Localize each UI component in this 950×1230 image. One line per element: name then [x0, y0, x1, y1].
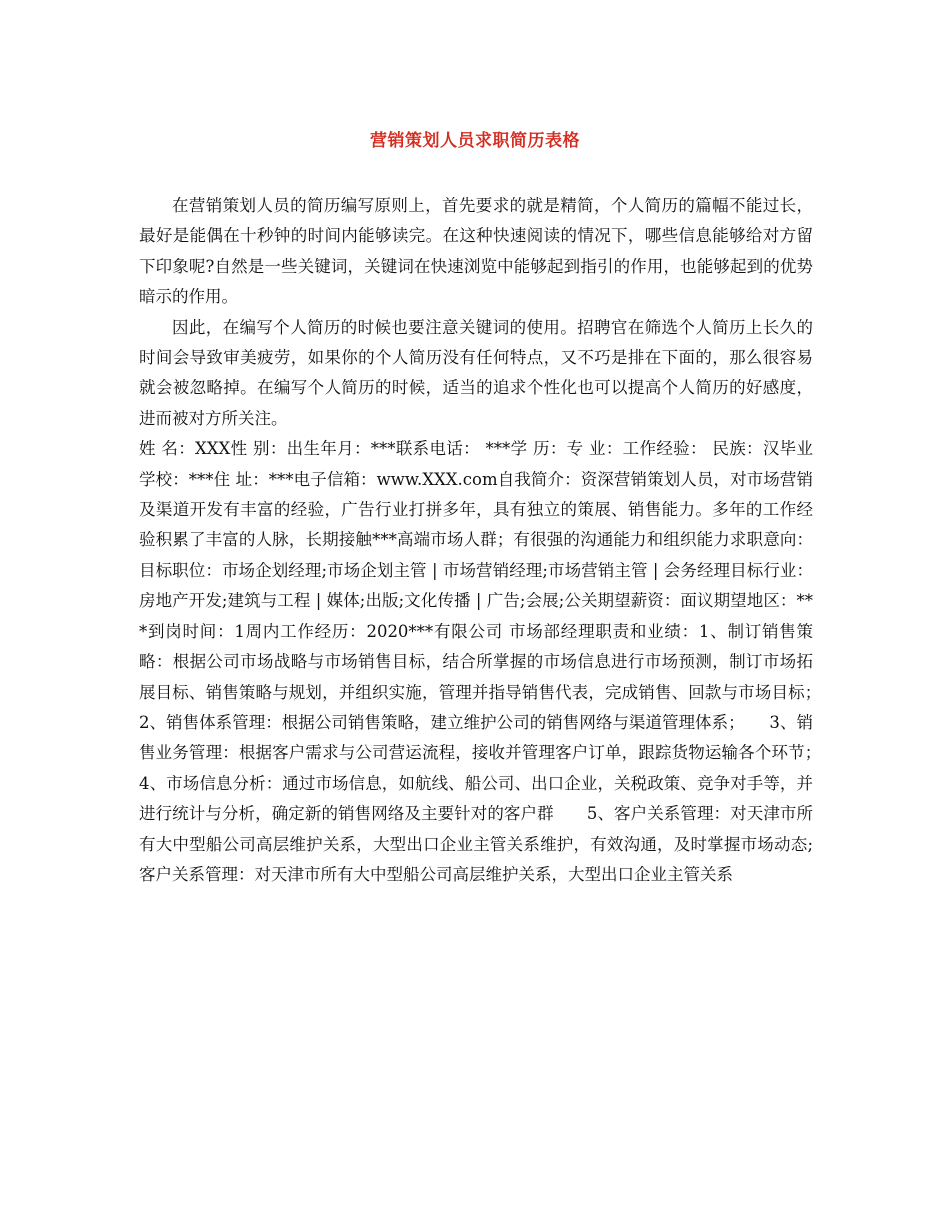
intro-paragraph-2: 因此，在编写个人简历的时候也要注意关键词的使用。招聘官在筛选个人简历上长久的时间会导致审美疲劳，如果你的个人简历没有任何特点，又不巧是排在下面的，那么很容易就会被忽略掉。在编写个人简历的时候，适当的追求个性化也可以提高个人简历的好感度，进而被对方所关注。: [139, 317, 813, 428]
document-title: 营销策划人员求职简历表格: [370, 131, 580, 151]
resume-details-paragraph: 姓 名：XXX性 别：出生年月：***联系电话： ***学 历：专 业：工作经验： 民族：汉毕业学校：***住 址：***电子信箱：www.XXX.com自我简介：资深营销策划人员，对市场营销及渠道开发有丰富的经验，广告行业打拼多年，具有独立的策展、销售能力。多年的工作经验积累了丰富的人脉，长期接触***高端市场人群；有很强的沟通能力和组织能力求职意向：目标职位：市场企划经理;市场企划主管 | 市场营销经理;市场营销主管 | 会务经理目标行业：房地产开发;建筑与工程 | 媒体;出版;文化传播 | 广告;会展;公关期望薪资：面议期望地区：***到岗时间：1周内工作经历：2020***有限公司 市场部经理职责和业绩：1、制订销售策略：根据公司市场战略与市场销售目标，结合所掌握的市场信息进行市场预测，制订市场拓展目标、销售策略与规划，并组织实施，管理并指导销售代表，完成销售、回款与市场目标； 2、销售体系管理：根据公司销售策略，建立维护公司的销售网络与渠道管理体系； 3、销售业务管理：根据客户需求与公司营运流程，接收并管理客户订单，跟踪货物运输各个环节； 4、市场信息分析：通过市场信息，如航线、船公司、出口企业，关税政策、竞争对手等，并进行统计与分析，确定新的销售网络及主要针对的客户群 5、客户关系管理：对天津市所有大中型船公司高层维护关系，大型出口企业主管关系维护，有效沟通，及时掌握市场动态;客户关系管理：对天津市所有大中型船公司高层维护关系，大型出口企业主管关系: [139, 439, 846, 884]
intro-paragraph-1: 在营销策划人员的简历编写原则上，首先要求的就是精简，个人简历的篇幅不能过长，最好是能偶在十秒钟的时间内能够读完。在这种快速阅读的情况下，哪些信息能够给对方留下印象呢?自然是一些关键词，关键词在快速浏览中能够起到指引的作用，也能够起到的优势暗示的作用。: [139, 196, 813, 307]
document-body: [139, 191, 846, 890]
